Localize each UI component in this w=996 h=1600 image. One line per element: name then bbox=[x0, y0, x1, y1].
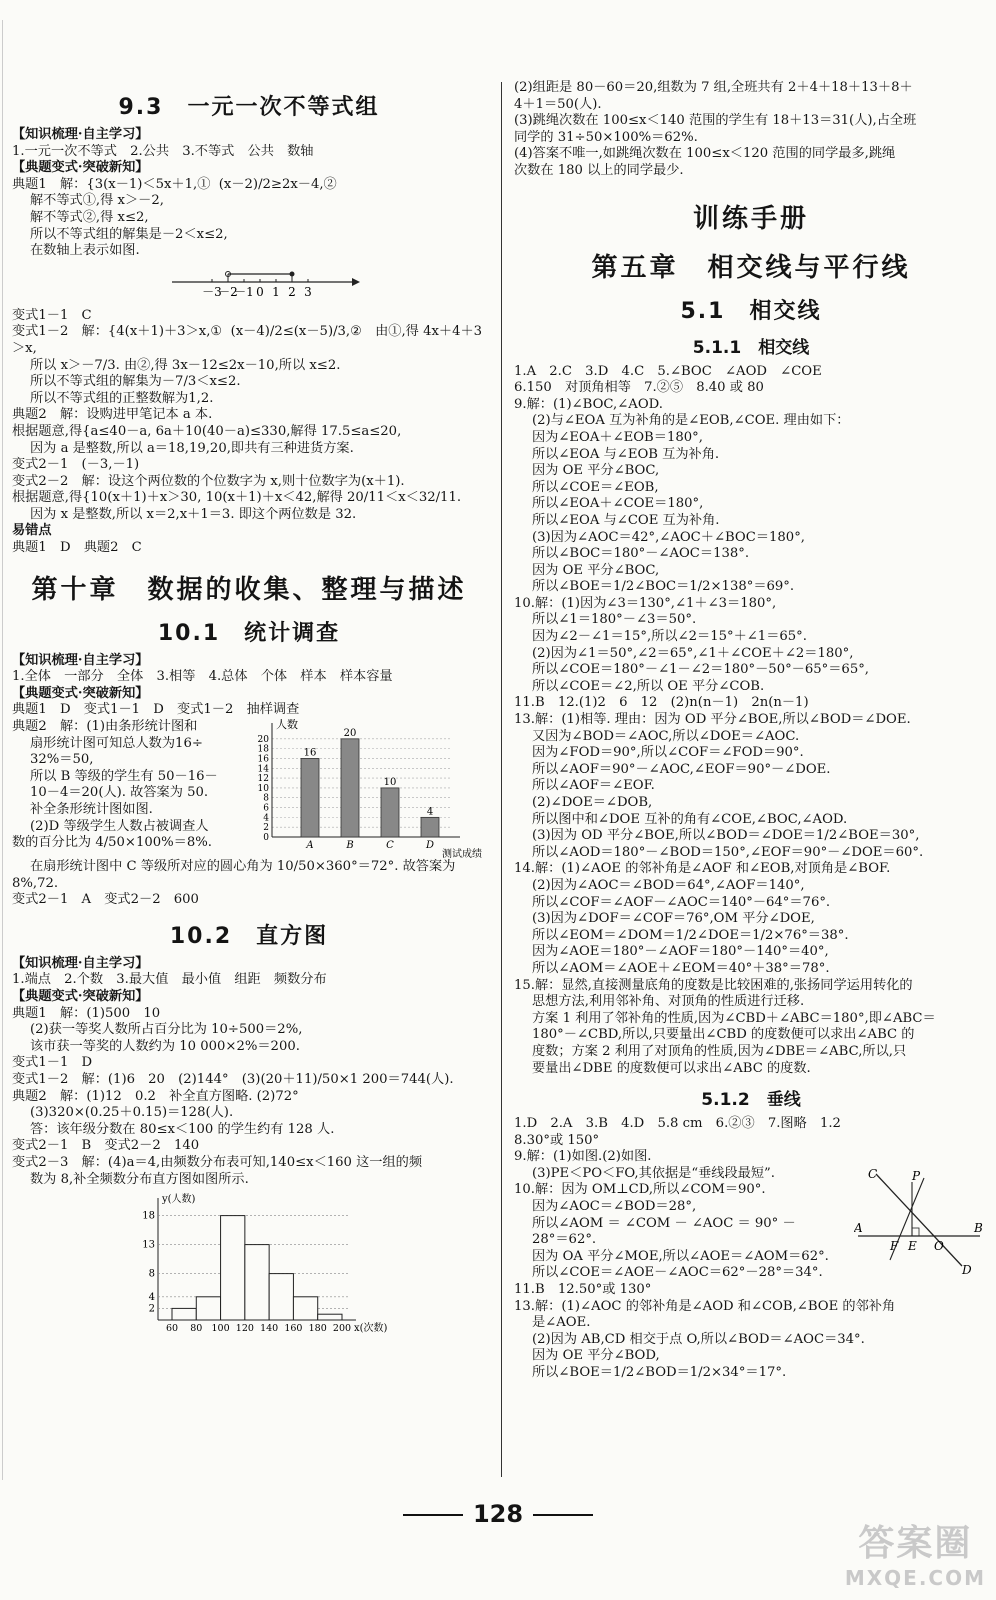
text-line: 所以∠AOM＝∠AOE＋∠EOM＝40°＋38°＝78°. bbox=[532, 960, 830, 976]
text-line: 在数轴上表示如图. bbox=[30, 243, 140, 259]
y-tick-label: 4 bbox=[263, 813, 269, 824]
text-line: 32%＝50, bbox=[30, 752, 94, 768]
text-line: 11.B 12.50°或 130° bbox=[514, 1282, 652, 1298]
text-line: 根据题意,得{10(x＋1)＋x＞30, 10(x＋1)＋x＜42,解得 20/11＜x＜32/11. bbox=[12, 490, 462, 506]
number-line-label: 3 bbox=[304, 284, 312, 299]
text-line: (2)获一等奖人数所占百分比为 10÷500＝2%, bbox=[30, 1022, 303, 1038]
text-line: 因为∠EOA＋∠EOB＝180°, bbox=[532, 429, 703, 445]
bar bbox=[421, 817, 439, 837]
text-line: 10.解：(1)因为∠3＝130°,∠1＋∠3＝180°, bbox=[514, 595, 777, 611]
section-10-1-body bbox=[12, 653, 486, 719]
text-line: 补全条形统计图如图. bbox=[30, 802, 153, 817]
text-line: 解不等式①,得 x＞－2, bbox=[30, 193, 164, 209]
x-tick-label: 120 bbox=[235, 1323, 254, 1335]
section-5-1-2-title: 5.1.2 垂线 bbox=[701, 1090, 801, 1111]
text-line: 思想方法,利用邻补角、对顶角的性质进行迁移. bbox=[532, 994, 805, 1010]
text-line: 变式1－2 解：(1)6 20 (2)144° (3)(20＋11)/50×1 200＝744(人). bbox=[12, 1071, 454, 1087]
histogram-bar bbox=[172, 1309, 196, 1321]
text-line: 1.端点 2.个数 3.最大值 最小值 组距 频数分布 bbox=[12, 972, 327, 988]
text-line: 所以∠EOM＝∠DOM＝1/2∠DOE＝1/2×76°＝38°. bbox=[532, 927, 849, 943]
text-line: (2)因为 AB,CD 相交于点 O,所以∠BOD＝∠AOC＝34°. bbox=[532, 1331, 865, 1347]
geom-label-p: P bbox=[912, 1169, 921, 1184]
text-line: 因为 OA 平分∠MOE,所以∠AOE＝∠AOM＝62°. bbox=[532, 1248, 829, 1264]
text-line: 15.解：显然,直接测量底角的度数是比较困难的,张扬同学运用转化的 bbox=[514, 977, 913, 993]
page-number-text: 128 bbox=[472, 1500, 524, 1528]
y-axis-label: y(人数) bbox=[162, 1194, 196, 1206]
page-number-rule-right bbox=[533, 1514, 593, 1516]
histogram-jump-rope bbox=[132, 1192, 392, 1342]
text-line: 因为∠AOC＝∠BOD＝28°, bbox=[532, 1199, 697, 1215]
column-divider bbox=[501, 82, 502, 1477]
bar-chart-test-scores bbox=[242, 719, 482, 859]
text-line: 数的百分比为 4/50×100%＝8%. bbox=[12, 835, 212, 851]
y-tick-label: 13 bbox=[142, 1239, 155, 1251]
x-tick-label: 180 bbox=[308, 1323, 327, 1335]
y-tick-label: 0 bbox=[263, 833, 269, 844]
y-tick-label: 18 bbox=[257, 744, 269, 755]
watermark-url: MXQE.COM bbox=[844, 1566, 986, 1590]
text-line: 11.B 12.(1)2 6 12 (2)n(n－1) 2n(n－1) bbox=[514, 695, 809, 711]
text-line: 所以∠COE＝∠EOB, bbox=[532, 479, 659, 495]
text-line: 变式1－1 C bbox=[12, 307, 92, 323]
text-line: 又因为∠BOD＝∠AOC,所以∠DOE＝∠AOC. bbox=[532, 728, 800, 744]
text-line: 【典题变式·突破新知】 bbox=[12, 160, 149, 176]
x-axis-label: x(次数) bbox=[354, 1323, 388, 1335]
text-line: 因为 OE 平分∠BOC, bbox=[532, 463, 660, 479]
text-line: 28°＝62°. bbox=[532, 1232, 597, 1248]
histogram-bar bbox=[269, 1274, 293, 1320]
text-line: 所以 B 等级的学生有 50－16－ bbox=[30, 768, 218, 784]
text-line: 变式2－1 (－3,－1) bbox=[12, 457, 140, 473]
y-tick-label: 18 bbox=[142, 1210, 155, 1222]
text-line: 所以不等式组的解集是－2＜x≤2, bbox=[30, 226, 228, 242]
text-line: 典题2 解：设购进甲笔记本 a 本. bbox=[12, 407, 213, 423]
text-line: 所以∠BOE＝1/2∠BOD＝1/2×34°＝17°. bbox=[532, 1365, 787, 1380]
chapter-5-title: 第五章 相交线与平行线 bbox=[591, 252, 911, 283]
chapter-10-title: 第十章 数据的收集、整理与描述 bbox=[31, 574, 467, 605]
bar-value-label: 20 bbox=[343, 727, 357, 739]
text-line: 1.D 2.A 3.B 4.D 5.8 cm 6.②③ 7.图略 1.2 bbox=[514, 1116, 841, 1132]
geom-label-a: A bbox=[854, 1221, 863, 1236]
text-line: 所以∠EOA 与∠EOB 互为补角. bbox=[532, 446, 720, 462]
text-line: 180°－∠CBD,所以,只要量出∠CBD 的度数便可以求出∠ABC 的 bbox=[532, 1027, 915, 1043]
text-line: 因为∠2－∠1＝15°,所以∠2＝15°＋∠1＝65°. bbox=[532, 629, 807, 645]
text-line: 解不等式②,得 x≤2, bbox=[30, 209, 149, 225]
text-line: (3)因为 OD 平分∠BOE,所以∠BOD＝∠DOE＝1/2∠BOE＝30°, bbox=[532, 828, 920, 844]
text-line: 10－4＝20(人). 故答案为 50. bbox=[30, 785, 209, 801]
section-10-1-chart-row bbox=[12, 719, 486, 859]
text-line: 扇形统计图可知总人数为16÷ bbox=[30, 735, 203, 751]
bar bbox=[301, 758, 319, 837]
text-line: 变式2－3 解：(4)a＝4,由频数分布表可知,140≤x＜160 这一组的频 bbox=[12, 1154, 423, 1170]
text-line: 8.30°或 150° bbox=[514, 1132, 600, 1148]
text-line: 所以不等式组的解集为－7/3＜x≤2. bbox=[30, 374, 241, 390]
y-tick-label: 6 bbox=[263, 803, 269, 814]
y-tick-label: 14 bbox=[257, 764, 269, 775]
text-line: (2)D 等级学生人数占被调查人 bbox=[30, 818, 209, 834]
section-5-1-1-title: 5.1.1 相交线 bbox=[692, 337, 810, 358]
text-line: 所以∠COE＝180°－∠1－∠2＝180°－50°－65°＝65°, bbox=[532, 662, 869, 678]
y-tick-label: 20 bbox=[257, 734, 269, 745]
section-5-1-title: 5.1 相交线 bbox=[680, 298, 822, 324]
text-line: (3)320×(0.25＋0.15)＝128(人). bbox=[30, 1105, 234, 1121]
geom-label-c: C bbox=[868, 1167, 878, 1182]
section-10-2-body bbox=[12, 956, 486, 1188]
histogram-bar bbox=[293, 1297, 317, 1320]
text-line: 1.一元一次不等式 2.公共 3.不等式 公共 数轴 bbox=[12, 143, 314, 159]
text-line: 易错点 bbox=[12, 523, 52, 539]
watermark bbox=[845, 1515, 986, 1590]
text-line: 1.全体 一部分 全体 3.相等 4.总体 个体 样本 样本容量 bbox=[12, 669, 393, 685]
histogram-bar bbox=[221, 1216, 245, 1320]
text-line: 根据题意,得{a≤40－a, 6a＋10(40－a)≤330,解得 17.5≤a≤20, bbox=[12, 423, 402, 439]
text-line: 6.150 对顶角相等 7.②⑤ 8.40 或 80 bbox=[514, 380, 764, 396]
number-line-label: 0 bbox=[256, 284, 264, 299]
section-10-1-title: 10.1 统计调查 bbox=[157, 620, 341, 646]
number-line-label: －2 bbox=[218, 284, 238, 299]
text-line: 所以∠AOD＝180°－∠BOD＝150°,∠EOF＝90°－∠DOE＝60°. bbox=[532, 844, 924, 860]
text-line: 所以∠BOE＝1/2∠BOC＝1/2×138°＝69°. bbox=[532, 579, 795, 595]
left-column bbox=[0, 0, 500, 1490]
text-line: 度数；方案 2 利用了对顶角的性质,因为∠DBE＝∠ABC,所以,只 bbox=[532, 1043, 907, 1059]
text-line: (2)因为∠AOC＝∠BOD＝64°,∠AOF＝140°, bbox=[532, 877, 805, 893]
section-10-2-title: 10.2 直方图 bbox=[169, 923, 329, 949]
text-line: 在扇形统计图中 C 等级所对应的圆心角为 10/50×360°＝72°. 故答案为 bbox=[30, 859, 456, 875]
number-line-label: 2 bbox=[288, 284, 296, 299]
perpendicular-figure bbox=[854, 1166, 984, 1276]
text-line: 所以∠AOF＝∠EOF. bbox=[532, 778, 655, 794]
right-column bbox=[506, 0, 996, 1490]
text-line: 答：该年级分数在 80≤x＜100 的学生约有 128 人. bbox=[30, 1121, 335, 1137]
x-tick-label: 160 bbox=[284, 1323, 303, 1335]
bar bbox=[341, 739, 359, 837]
page-number-rule-left bbox=[403, 1514, 463, 1516]
number-line-arrow bbox=[352, 278, 360, 286]
right-top-body bbox=[514, 80, 988, 180]
geom-label-f: F bbox=[890, 1239, 899, 1254]
x-tick-label: D bbox=[425, 840, 435, 852]
y-tick-label: 12 bbox=[257, 774, 269, 785]
text-line: 13.解：(1)相等. 理由：因为 OD 平分∠BOE,所以∠BOD＝∠DOE. bbox=[514, 712, 911, 728]
x-tick-label: 140 bbox=[260, 1323, 279, 1335]
text-line: 所以∠BOC＝180°－∠AOC＝138°. bbox=[532, 546, 750, 562]
text-line: 因为 OE 平分∠BOC, bbox=[532, 562, 660, 578]
text-line: 所以∠COE＝∠2,所以 OE 平分∠COB. bbox=[532, 678, 765, 694]
text-line: 是∠AOE. bbox=[532, 1315, 591, 1331]
x-tick-label: A bbox=[306, 840, 314, 852]
number-line bbox=[12, 264, 472, 300]
geom-label-b: B bbox=[974, 1221, 983, 1236]
text-line: 所以 x＞－7/3. 由②,得 3x－12≤2x－10,所以 x≤2. bbox=[30, 357, 341, 373]
text-line: 变式1－2 解：{4(x＋1)＋3＞x,① (x－4)/2≤(x－5)/3,② 由①,得 4x＋4＋3＞x, bbox=[12, 324, 483, 356]
text-line: (3)因为∠DOF＝∠COF＝76°,OM 平分∠DOE, bbox=[532, 911, 815, 927]
x-tick-label: B bbox=[346, 840, 354, 852]
text-line: 所以∠AOM ＝ ∠COM － ∠AOC ＝ 90° － bbox=[532, 1215, 796, 1231]
histogram-figure bbox=[12, 1192, 486, 1346]
text-line: 因为 x 是整数,所以 x＝2,x＋1＝3. 即这个两位数是 32. bbox=[30, 506, 357, 522]
text-line: 9.解：(1)∠BOC,∠AOD. bbox=[514, 396, 663, 412]
text-line: (2)∠DOE＝∠DOB, bbox=[532, 795, 653, 810]
bar-value-label: 10 bbox=[383, 776, 397, 788]
text-line: 因为∠AOE＝180°－∠AOF＝180°－140°＝40°, bbox=[532, 944, 829, 960]
y-tick-label: 8 bbox=[148, 1268, 155, 1280]
text-line: (2)组距是 80－60＝20,组数为 7 组,全班共有 2＋4＋18＋13＋8＋ bbox=[514, 80, 913, 95]
section-10-1-chart-text bbox=[12, 719, 242, 852]
text-line: 所以图中和∠DOE 互补的角有∠COE,∠BOC,∠AOD. bbox=[532, 811, 848, 827]
x-tick-label: 200 bbox=[332, 1323, 352, 1335]
text-line: 【典题变式·突破新知】 bbox=[12, 989, 149, 1004]
x-tick-label: 80 bbox=[190, 1323, 203, 1335]
text-line: 典题2 解：(1)12 0.2 补全直方图略. (2)72° bbox=[12, 1088, 299, 1104]
text-line: 变式2－1 B 变式2－2 140 bbox=[12, 1138, 200, 1154]
x-axis-label: 测试成绩 bbox=[442, 849, 482, 860]
text-line: 所以∠COE＝∠AOE－∠AOC＝62°－28°＝34°. bbox=[532, 1265, 823, 1281]
geom-label-o: O bbox=[934, 1239, 944, 1254]
histogram-bar bbox=[318, 1314, 342, 1320]
histogram-bar bbox=[196, 1297, 220, 1320]
text-line: 数为 8,补全频数分布直方图如图所示. bbox=[30, 1171, 249, 1187]
geom-label-e: E bbox=[908, 1239, 917, 1254]
section-5-1-1-body bbox=[514, 364, 988, 1078]
y-tick-label: 2 bbox=[148, 1303, 155, 1315]
text-line: (2)因为∠1＝50°,∠2＝65°,∠1＋∠COE＋∠2＝180°, bbox=[532, 645, 854, 661]
x-tick-label: C bbox=[386, 840, 394, 852]
text-line: (4)答案不唯一,如跳绳次数在 100≤x＜120 范围的同学最多,跳绳 bbox=[514, 146, 896, 162]
text-line: 要量出∠DBE 的度数便可以求出∠ABC 的度数. bbox=[532, 1060, 811, 1076]
text-line: (3)跳绳次数在 100≤x＜140 范围的学生有 18＋13＝31(人),占全班 bbox=[514, 113, 917, 129]
text-line: 所以不等式组的正整数解为1,2. bbox=[30, 390, 214, 406]
text-line: 变式2－1 A 变式2－2 600 bbox=[12, 892, 199, 908]
bar-value-label: 16 bbox=[303, 747, 317, 759]
text-line: 【知识梳理·自主学习】 bbox=[12, 127, 149, 142]
bar-value-label: 4 bbox=[426, 806, 434, 818]
text-line: 所以∠1＝180°－∠3＝50°. bbox=[532, 612, 697, 628]
y-tick-label: 10 bbox=[257, 783, 269, 794]
geom-label-d: D bbox=[962, 1263, 972, 1277]
text-line: 【典题变式·突破新知】 bbox=[12, 685, 149, 701]
watermark-logo-text: 答案圈 bbox=[858, 1523, 973, 1564]
section-9-3-body-b bbox=[12, 308, 486, 557]
x-tick-label: 60 bbox=[165, 1323, 179, 1335]
text-line: 因为 a 是整数,所以 a＝18,19,20,即共有三种进货方案. bbox=[30, 440, 354, 456]
text-line: 典题1 解：(1)500 10 bbox=[12, 1005, 161, 1021]
y-tick-label: 8 bbox=[263, 793, 269, 804]
number-line-label: 1 bbox=[272, 284, 280, 299]
number-line-figure bbox=[12, 264, 486, 304]
text-line: 同学的 31÷50×100%＝62%. bbox=[514, 129, 698, 145]
text-line: 变式1－1 D bbox=[12, 1055, 93, 1071]
number-line-label: －3 bbox=[202, 284, 222, 299]
x-tick-label: 100 bbox=[211, 1323, 230, 1335]
text-line: 【知识梳理·自主学习】 bbox=[12, 955, 149, 971]
text-line: 13.解：(1)∠AOC 的邻补角是∠AOD 和∠COB,∠BOE 的邻补角 bbox=[514, 1298, 896, 1314]
text-line: 变式2－2 解：设这个两位数的个位数字为 x,则十位数字为(x＋1). bbox=[12, 473, 405, 489]
text-line: (3)因为∠AOC＝42°,∠AOC＋∠BOC＝180°, bbox=[532, 529, 805, 545]
text-line: 所以∠AOF＝90°－∠AOC,∠EOF＝90°－∠DOE. bbox=[532, 761, 831, 777]
text-line: 【知识梳理·自主学习】 bbox=[12, 652, 149, 668]
text-line: 典题1 解：{3(x－1)＜5x＋1,① (x－2)/2≥2x－4,② bbox=[12, 176, 337, 192]
text-line: 1.A 2.C 3.D 4.C 5.∠BOC ∠AOD ∠COE bbox=[514, 363, 822, 379]
text-line: 4＋1＝50(人). bbox=[514, 96, 602, 112]
text-line: 该市获一等奖的人数约为 10 000×2%＝200. bbox=[30, 1038, 300, 1054]
text-line: 8%,72. bbox=[12, 875, 59, 891]
number-line-label: －1 bbox=[234, 284, 254, 299]
bar bbox=[381, 788, 399, 837]
text-line: 次数在 180 以上的同学最少. bbox=[514, 162, 684, 178]
y-tick-label: 2 bbox=[263, 823, 269, 834]
section-5-1-2-wrap bbox=[514, 1116, 988, 1382]
text-line: 因为∠FOD＝90°,所以∠COF＝∠FOD＝90°. bbox=[532, 745, 804, 761]
text-line: 方案 1 利用了邻补角的性质,因为∠CBD＋∠ABC＝180°,即∠ABC＝ bbox=[532, 1010, 936, 1026]
text-line: 典题1 D 变式1－1 D 变式1－2 抽样调查 bbox=[12, 702, 300, 718]
text-line: 所以∠COF＝∠AOF－∠AOC＝140°－64°＝76°. bbox=[532, 894, 831, 910]
text-line: 典题1 D 典题2 C bbox=[12, 540, 142, 556]
text-line: 14.解：(1)∠AOE 的邻补角是∠AOF 和∠EOB,对顶角是∠BOF. bbox=[514, 861, 891, 877]
text-line: (3)PE＜PO＜FO,其依据是“垂线段最短”. bbox=[532, 1165, 775, 1181]
section-9-3-title: 9.3 一元一次不等式组 bbox=[118, 95, 380, 120]
text-line: 所以∠EOA＋∠COE＝180°, bbox=[532, 496, 704, 512]
y-tick-label: 16 bbox=[257, 754, 269, 765]
text-line: 因为 OE 平分∠BOD, bbox=[532, 1348, 660, 1364]
text-line: 典题2 解：(1)由条形统计图和 bbox=[12, 719, 198, 735]
section-10-1-body-b bbox=[12, 859, 486, 909]
y-axis-label: 人数 bbox=[276, 719, 298, 732]
y-tick-label: 4 bbox=[148, 1291, 155, 1303]
histogram-bar bbox=[245, 1245, 269, 1320]
text-line: 9.解：(1)如图.(2)如图. bbox=[514, 1149, 652, 1165]
section-9-3-body bbox=[12, 127, 486, 260]
text-line: (2)与∠EOA 互为补角的是∠EOB,∠COE. 理由如下： bbox=[532, 413, 850, 429]
text-line: 10.解：因为 OM⊥CD,所以∠COM＝90°. bbox=[514, 1182, 766, 1198]
handbook-title: 训练手册 bbox=[692, 203, 809, 234]
text-line: 所以∠EOA 与∠COE 互为补角. bbox=[532, 512, 720, 528]
